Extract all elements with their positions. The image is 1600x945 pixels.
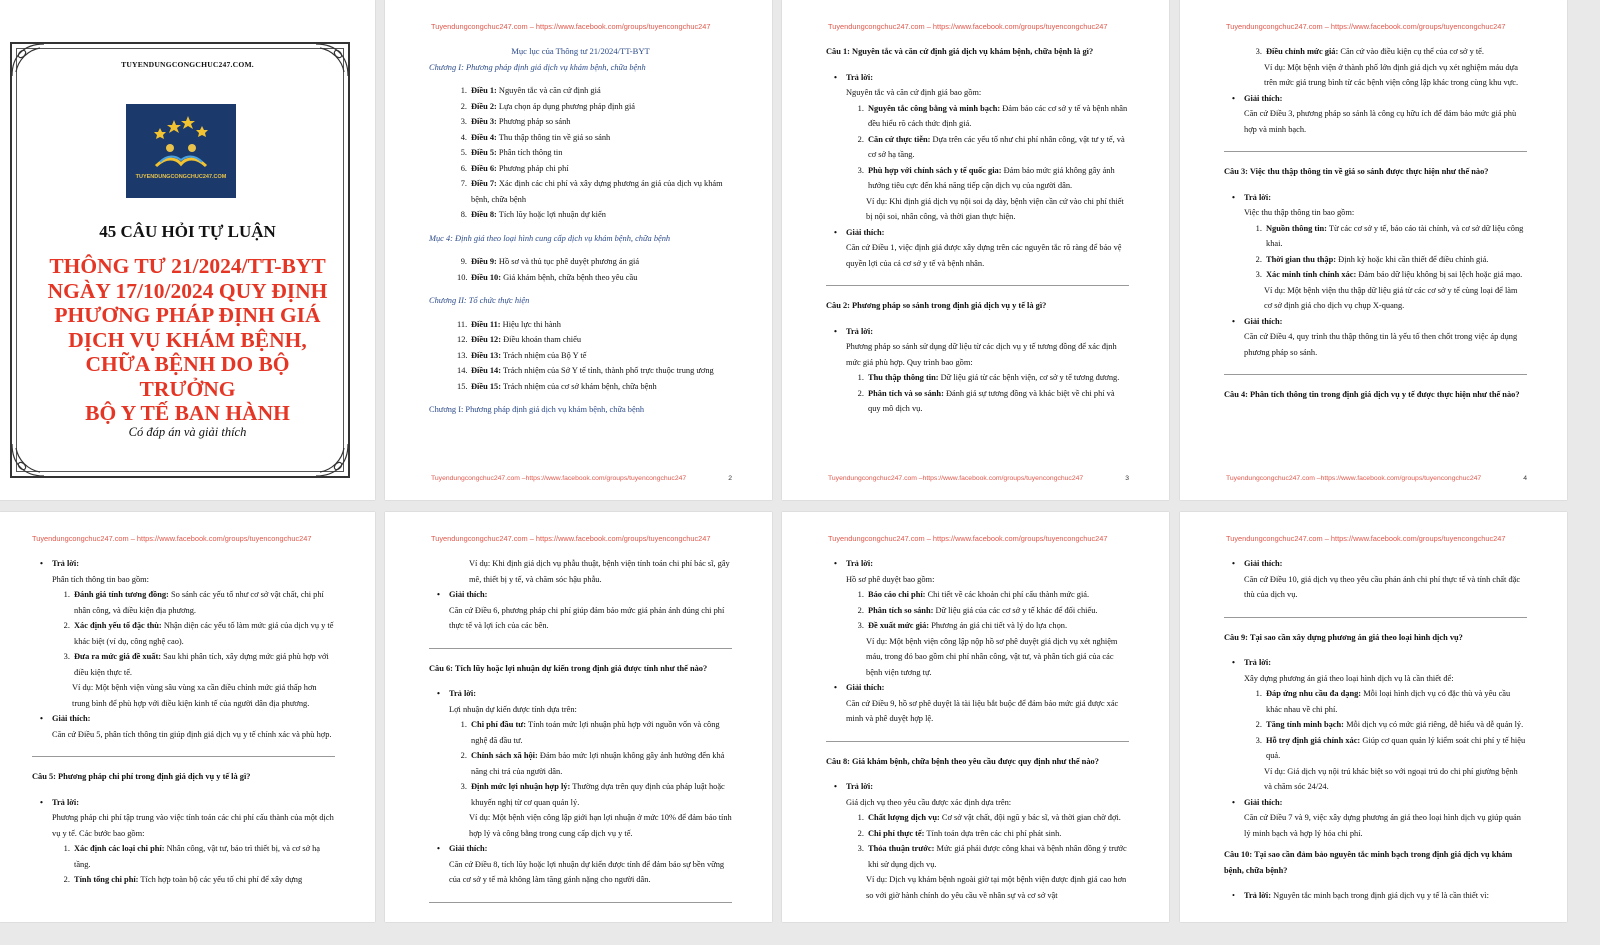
toc-list [429,317,732,395]
page-footer: Tuyendungcongchuc247.com –https://www.facebook.com/groups/tuyencongchuc247 4 [1226,475,1527,482]
list-item: 2. Phân tích và so sánh: Đánh giá sự tương đồng và khác biệt về chi phí và quy mô dịch vụ. [866,386,1129,417]
list-item: 2. Chính sách xã hội: Đảm bảo mức lợi nhuận không gây ảnh hưởng đến khả năng chi trả của người dân. [469,748,732,779]
question-heading: Câu 5: Phương pháp chi phí trong định giá dịch vụ y tế là gì? [32,772,251,781]
toc-item[interactable]: 8. Điều 8: Tích lũy hoặc lợi nhuận dự kiến [460,210,606,219]
toc-item[interactable]: 9. Điều 9: Hồ sơ và thủ tục phê duyệt phương án giá [460,257,640,266]
toc-item[interactable]: 13. Điều 13: Trách nhiệm của Bộ Y tế [457,350,587,360]
explanation-label: • Giải thích: [1224,91,1527,107]
page-7 [782,512,1169,922]
list-item: 3. Xác minh tính chính xác: Đảm bảo dữ liệu không bị sai lệch hoặc giả mạo. [1264,267,1527,283]
list-item: 2. Phân tích so sánh: Dữ liệu giá của các cơ sở y tế khác để đối chiếu. [866,603,1129,619]
divider [429,648,732,649]
explanation-text: Căn cứ Điều 3, phương pháp so sánh là công cụ hữu ích để đảm bảo mức giá phù hợp và minh bạch. [1244,109,1517,134]
cover-title-line: CHỮA BỆNH DO BỘ [85,352,290,376]
page-header: Tuyendungcongchuc247.com – https://www.facebook.com/groups/tuyencongchuc247 [828,22,1108,31]
example-text: Ví dụ: Một bệnh viện công lập giới hạn lợi nhuận ở mức 10% để đảm bảo tính hợp lý và công bằng trong cung cấp dịch vụ y tế. [469,813,732,838]
list-item: 2. Chi phí thực tế: Tính toán dựa trên các chi phí phát sinh. [866,826,1129,842]
answer-label: • Trả lời: [1224,190,1527,206]
toc-list [429,254,732,285]
cover-title [14,254,361,426]
page-footer: Tuyendungcongchuc247.com –https://www.facebook.com/groups/tuyencongchuc247 2 [431,475,732,482]
toc-title: Mục lục của Thông tư 21/2024/TT-BYT [511,46,650,56]
toc-item[interactable]: 10. Điều 10: Giá khám bệnh, chữa bệnh theo yêu cầu [457,272,638,282]
page-6 [385,512,772,922]
answer-intro: Phương pháp so sánh sử dụng dữ liệu từ các dịch vụ y tế tương đồng để xác định mức giá phù hợp. Quy trình bao gồm: [846,342,1117,367]
answer-label: • Trả lời: [826,70,1129,86]
answer-intro: Giá dịch vụ theo yêu cầu được xác định dựa trên: [846,797,1012,807]
list-item: 3. Định mức lợi nhuận hợp lý: Thường dựa trên quy định của pháp luật hoặc khuyến nghị từ cơ quan quản lý. [469,779,732,810]
example-text: Ví dụ: Một bệnh viện thu thập dữ liệu giá từ các cơ sở y tế cùng loại để làm cơ sở định giá cho dịch vụ chụp X-quang. [1264,285,1518,310]
cover-heading: 45 CÂU HỎI TỰ LUẬN [99,222,276,241]
list-item: 2. Xác định yếu tố đặc thù: Nhận diện các yếu tố làm mức giá của dịch vụ y tế khác biệt (ví dụ, công nghệ cao). [72,618,335,649]
question-heading: Câu 2: Phương pháp so sánh trong định giá dịch vụ y tế là gì? [826,301,1047,310]
explanation-label: • Giải thích: [32,711,335,727]
list-item: 3. Phù hợp với chính sách y tế quốc gia: Đảm bảo mức giá không gây ảnh hưởng tiêu cực đến khả năng tiếp cận dịch vụ của người dân. [866,163,1129,194]
example-text: Ví dụ: Một bệnh viện vùng sâu vùng xa cần điều chỉnh mức giá thấp hơn trung bình để phù hợp với điều kiện kinh tế của người dân địa phương. [72,683,317,708]
toc-chapter[interactable]: Chương II: Tổ chức thực hiện [429,296,530,305]
list-item: 1. Báo cáo chi phí: Chi tiết về các khoản chi phí cấu thành mức giá. [866,587,1129,603]
answer-label: • Trả lời: [826,779,1129,795]
explanation-text: Căn cứ Điều 8, tích lũy hoặc lợi nhuận dự kiến được tính để đảm bảo sự bền vững của cơ sở y tế mà không làm tăng gánh nặng cho người dân. [449,859,725,884]
list-item: 1. Thu thập thông tin: Dữ liệu giá từ các bệnh viện, cơ sở y tế tương đương. [866,370,1129,386]
toc-item[interactable]: 5. Điều 5: Phân tích thông tin [460,148,563,157]
explanation-text: Căn cứ Điều 5, phân tích thông tin giúp định giá dịch vụ y tế chính xác và phù hợp. [52,729,332,739]
explanation-text: Căn cứ Điều 1, việc định giá được xây dựng trên các nguyên tắc rõ ràng để bảo vệ quyền lợi của cả cơ sở y tế và bệnh nhân. [846,243,1122,268]
page-5 [0,512,375,922]
example-text: Ví dụ: Giá dịch vụ nội trú khác biệt so với ngoại trú do chi phí giường bệnh và chăm sóc 24/24. [1264,766,1518,791]
list-item: 3. Điều chỉnh mức giá: Căn cứ vào điều kiện cụ thể của cơ sở y tế. [1264,44,1527,60]
list-item: 1. Chất lượng dịch vụ: Cơ sở vật chất, đội ngũ y bác sĩ, và thời gian chờ đợi. [866,810,1129,826]
page-header: Tuyendungcongchuc247.com – https://www.facebook.com/groups/tuyencongchuc247 [828,534,1108,543]
divider [429,902,732,903]
cover-title-line: NGÀY 17/10/2024 QUY ĐỊNH [47,278,328,303]
cover-title-line: PHƯƠNG PHÁP ĐỊNH GIÁ [54,303,321,327]
page-header: Tuyendungcongchuc247.com – https://www.facebook.com/groups/tuyencongchuc247 [1226,534,1506,543]
list-item: 1. Đánh giá tính tương đồng: So sánh các yếu tố như cơ sở vật chất, chi phí nhân công, và điều kiện địa phương. [72,587,335,618]
toc-item[interactable]: 6. Điều 6: Phương pháp chi phí [460,163,569,173]
divider [1224,617,1527,618]
explanation-label: • Giải thích: [1224,795,1527,811]
toc-item[interactable]: 15. Điều 15: Trách nhiệm của cơ sở khám bệnh, chữa bệnh [457,381,657,391]
answer-intro: Lợi nhuận dự kiến được tính dựa trên: [449,704,577,714]
answer-label: • Trả lời: [32,556,335,572]
answer-list [429,717,732,810]
answer-list [32,587,335,680]
answer-intro: Phương pháp chi phí tập trung vào việc tính toán các chi phí cấu thành của một dịch vụ y tế. Các bước bao gồm: [52,813,334,838]
explanation-text: Căn cứ Điều 4, quy trình thu thập thông tin là yếu tố then chốt trong việc áp dụng phương pháp so sánh. [1244,332,1518,357]
explanation-text: Căn cứ Điều 6, phương pháp chi phí giúp đảm bảo mức giá phản ánh đúng chi phí thực tế và lợi ích của các bên. [449,605,725,630]
answer-list [826,587,1129,634]
toc-list [429,83,732,223]
answer-label: • Trả lời: [32,795,335,811]
example-text: Ví dụ: Khi định giá dịch vụ nội soi dạ dày, bệnh viện cần cứ vào chi phí thiết bị nội soi, nhân công, và thời gian thực hiện. [866,196,1124,221]
explanation-label: • Giải thích: [826,680,1129,696]
answer-label: • Trả lời: [429,686,732,702]
page-3 [782,0,1169,500]
question-heading: Câu 4: Phân tích thông tin trong định giá dịch vụ y tế được thực hiện như thế nào? [1224,390,1520,399]
site-logo [126,104,236,198]
corner-ornament-icon [10,442,46,478]
answer-list [1224,44,1527,60]
toc-item[interactable]: 11. Điều 11: Hiệu lực thi hành [457,319,561,329]
example-text: Ví dụ: Khi định giá dịch vụ phẫu thuật, bệnh viện tính toán chi phí bác sĩ, gây mê, thiết bị y tế, và chăm sóc hậu phẫu. [469,559,730,584]
toc-item[interactable]: 7. Điều 7: Xác định các chi phí và xây dựng phương án giá của dịch vụ khám bệnh, chữa bệnh [460,179,723,204]
toc-section[interactable]: Mục 4: Định giá theo loại hình cung cấp dịch vụ khám bệnh, chữa bệnh [429,233,671,243]
page-footer: Tuyendungcongchuc247.com –https://www.facebook.com/groups/tuyencongchuc247 3 [828,475,1129,482]
answer-label: • Trả lời: [1224,655,1527,671]
corner-ornament-icon [314,442,350,478]
book-stars-logo-icon [126,104,236,198]
question-heading: Câu 1: Nguyên tắc và căn cứ định giá dịch vụ khám bệnh, chữa bệnh là gì? [826,47,1094,56]
answer-list [1224,686,1527,764]
example-text: Ví dụ: Dịch vụ khám bệnh ngoài giờ tại một bệnh viện được định giá cao hơn so với giờ hành chính do yêu cầu về nhân sự và cơ sở vật [866,875,1127,900]
cover-subtitle: Có đáp án và giải thích [128,425,247,439]
divider [1224,151,1527,152]
divider [32,756,335,757]
question-heading: Câu 6: Tích lũy hoặc lợi nhuận dự kiến trong định giá được tính như thế nào? [429,663,708,673]
example-text: Ví dụ: Một bệnh viện công lập nộp hồ sơ phê duyệt giá dịch vụ xét nghiệm máu, trong đó bao gồm chi phí nhân công, vật tư, và phân tích giá của các bệnh viện tương tự. [866,636,1118,677]
divider [826,285,1129,286]
answer-intro: Phân tích thông tin bao gồm: [52,574,150,584]
toc-chapter[interactable]: Chương I: Phương pháp định giá dịch vụ khám bệnh, chữa bệnh [429,405,645,414]
list-item: 1. Đáp ứng nhu cầu đa dạng: Mỗi loại hình dịch vụ có đặc thù và yêu cầu khác nhau về chi phí. [1264,686,1527,717]
toc-item[interactable]: 4. Điều 4: Thu thập thông tin về giá so sánh [460,132,611,142]
cover-site-name: TUYENDUNGCONGCHUC247.COM. [121,60,254,69]
answer-list [32,841,335,888]
page-8 [1180,512,1567,922]
list-item: 3. Đưa ra mức giá đề xuất: Sau khi phân tích, xây dựng mức giá phù hợp với điều kiện thực tế. [72,649,335,680]
explanation-text: Căn cứ Điều 7 và 9, việc xây dựng phương án giá theo loại hình dịch vụ giúp quản lý minh bạch và hợp lý hóa chi phí. [1244,813,1521,838]
cover-title-line: TRƯỞNG [139,376,236,401]
list-item: 3. Thỏa thuận trước: Mức giá phải được công khai và bệnh nhân đồng ý trước khi sử dụng dịch vụ. [866,841,1129,872]
question-heading: Câu 10: Tại sao cần đảm bảo nguyên tắc minh bạch trong định giá dịch vụ khám bệnh, chữa bệnh? [1224,850,1513,875]
list-item: 1. Chi phí đầu tư: Tính toán mức lợi nhuận phù hợp với nguồn vốn và công nghệ đã đầu tư. [469,717,732,748]
answer-intro: Việc thu thập thông tin bao gồm: [1244,208,1355,217]
list-item: 3. Đề xuất mức giá: Phương án giá chi tiết và lý do lựa chọn. [866,618,1129,634]
list-item: 1. Xác định các loại chi phí: Nhân công, vật tư, bảo trì thiết bị, và cơ sở hạ tầng. [72,841,335,872]
answer-intro: Nguyên tắc và căn cứ định giá bao gồm: [846,88,982,97]
list-item: 2. Thời gian thu thập: Định kỳ hoặc khi cần thiết để điều chỉnh giá. [1264,252,1527,268]
page-header: Tuyendungcongchuc247.com – https://www.facebook.com/groups/tuyencongchuc247 [431,534,711,543]
explanation-text: Căn cứ Điều 10, giá dịch vụ theo yêu cầu phản ánh chi phí thực tế và tính chất đặc thù của dịch vụ. [1244,574,1521,599]
toc-item[interactable]: 14. Điều 14: Trách nhiệm của Sở Y tế tỉnh, thành phố trực thuộc trung ương [457,366,714,375]
answer-line: • Trả lời: Nguyên tắc minh bạch trong định giá dịch vụ y tế là cần thiết vì: [1224,888,1527,904]
example-text: Ví dụ: Một bệnh viện ở thành phố lớn định giá dịch vụ xét nghiệm máu dựa trên mức giá trung bình từ các bệnh viện công lập khác trong cùng khu vực. [1264,62,1519,87]
logo-text: TUYENDUNGCONGCHUC247.COM [135,174,227,180]
explanation-label: • Giải thích: [429,587,732,603]
explanation-label: • Giải thích: [429,841,732,857]
page-4 [1180,0,1567,500]
explanation-label: • Giải thích: [1224,314,1527,330]
list-item: 1. Nguyên tắc công bằng và minh bạch: Đảm bảo các cơ sở y tế và bệnh nhân đều hiểu rõ cách thức định giá. [866,101,1129,132]
list-item: 2. Căn cứ thực tiễn: Dựa trên các yếu tố như chi phí nhân công, vật tư y tế, và cơ sở hạ tầng. [866,132,1129,163]
toc-chapter[interactable]: Chương I: Phương pháp định giá dịch vụ khám bệnh, chữa bệnh [429,62,646,72]
page-cover [0,0,375,500]
divider [1224,374,1527,375]
answer-intro: Hồ sơ phê duyệt bao gồm: [846,574,935,584]
cover-title-line: DỊCH VỤ KHÁM BỆNH, [68,327,307,352]
explanation-text: Căn cứ Điều 9, hồ sơ phê duyệt là tài liệu bắt buộc để đảm bảo mức giá được xác minh và phê duyệt hợp lệ. [846,698,1119,723]
explanation-label: • Giải thích: [826,225,1129,241]
toc-item[interactable]: 12. Điều 12: Điều khoản tham chiếu [457,335,582,344]
page-header: Tuyendungcongchuc247.com – https://www.facebook.com/groups/tuyencongchuc247 [32,534,312,543]
list-item: 1. Nguồn thông tin: Từ các cơ sở y tế, báo cáo tài chính, và cơ sở dữ liệu công khai. [1264,221,1527,252]
answer-intro: Xây dựng phương án giá theo loại hình dịch vụ là cần thiết để: [1244,673,1454,683]
page-number: 3 [1125,475,1129,482]
answer-list [826,810,1129,872]
page-header: Tuyendungcongchuc247.com – https://www.facebook.com/groups/tuyencongchuc247 [431,22,711,31]
page-header: Tuyendungcongchuc247.com – https://www.facebook.com/groups/tuyencongchuc247 [1226,22,1506,31]
question-heading: Câu 9: Tại sao cần xây dựng phương án giá theo loại hình dịch vụ? [1224,632,1463,642]
answer-label: • Trả lời: [826,556,1129,572]
toc-item[interactable]: 3. Điều 3: Phương pháp so sánh [460,117,571,126]
toc-item[interactable]: 2. Điều 2: Lựa chọn áp dụng phương pháp định giá [460,101,636,111]
list-item: 3. Hỗ trợ định giá chính xác: Giúp cơ quan quản lý kiểm soát chi phí y tế hiệu quả. [1264,733,1527,764]
answer-list [826,101,1129,194]
list-item: 2. Tăng tính minh bạch: Mỗi dịch vụ có mức giá riêng, dễ hiểu và dễ quản lý. [1264,717,1527,733]
cover-title-line: THÔNG TƯ 21/2024/TT-BYT [49,254,326,278]
answer-list [826,370,1129,417]
list-item: 2. Tính tổng chi phí: Tích hợp toàn bộ các yếu tố chi phí để xây dựng [72,872,335,888]
question-heading: Câu 3: Việc thu thập thông tin về giá so sánh được thực hiện như thế nào? [1224,167,1489,176]
page-number: 2 [728,475,732,482]
cover-title-line: BỘ Y TẾ BAN HÀNH [85,401,290,425]
page-2 [385,0,772,500]
divider [826,741,1129,742]
page-number: 4 [1523,475,1527,482]
explanation-label: • Giải thích: [1224,556,1527,572]
answer-list [1224,221,1527,283]
answer-label: • Trả lời: [826,324,1129,340]
toc-item[interactable]: 1. Điều 1: Nguyên tắc và căn cứ định giá [460,86,601,95]
question-heading: Câu 8: Giá khám bệnh, chữa bệnh theo yêu cầu được quy định như thế nào? [826,756,1099,766]
